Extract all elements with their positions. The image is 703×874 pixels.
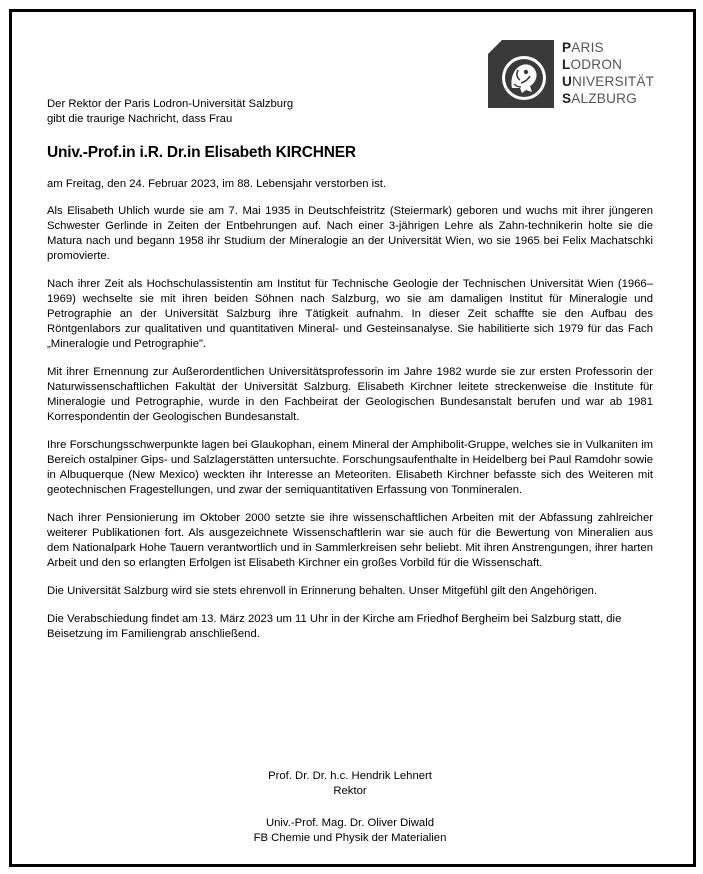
lion-seal-icon (488, 40, 554, 108)
signature-role: FB Chemie und Physik der Materialien (253, 832, 447, 844)
obituary-title: Univ.-Prof.in i.R. Dr.in Elisabeth KIRCHNER (47, 144, 356, 161)
paragraph: Als Elisabeth Uhlich wurde sie am 7. Mai 1935 in Deutschfeistritz (Steiermark) geboren und wuchs mit ihrer jüngeren Schwester Gerlinde in Zeiten der Entbehrungen auf. Nach einer 3-jährigen Lehre als Zahn-technikerin holte sie die Matura nach und begann 1958 ihr Studium der Mineralogie an der Universität Wien, wo sie 1965 bei Felix Machatschki promovierte. (47, 205, 653, 262)
signature-rector (47, 769, 653, 799)
intro-text (47, 97, 293, 127)
paragraph: Nach ihrer Zeit als Hochschulassistentin am Institut für Technische Geologie der Technischen Universität Wien (1966–1969) wechselte sie mit ihren beiden Söhnen nach Salzburg, wo sie am damaligen Institut für Mineralogie und Petrographie an der Universität Salzburg ihre Tätigkeit aufnahm. In dieser Zeit schaffte sie den Aufbau des Röntgenlabors zur qualitativen und quantitativen Mineral- und Gesteinsanalyse. Sie habilitierte sich 1979 für das Fach „Mineralogie und Petrographie". (47, 278, 653, 350)
paragraph: am Freitag, den 24. Februar 2023, im 88. Lebensjahr verstorben ist. (47, 178, 387, 190)
paragraph: Nach ihrer Pensionierung im Oktober 2000 setzte sie ihre wissenschaftlichen Arbeiten mit der Abfassung zahlreicher weiterer Publikationen fort. Als ausgezeichnete Wissenschaftlerin war sie auch für die Bewertung von Mineralien aus dem Nationalpark Hohe Tauern verantwortlich und in Sammlerkreisen sehr beliebt. Mit ihren Anstrengungen, ihrer harten Arbeit und den so erlangten Erfolgen ist Elisabeth Kirchner ein großes Vorbild für die Wissenschaft. (47, 512, 653, 569)
university-logo (488, 40, 655, 110)
intro-line: Der Rektor der Paris Lodron-Universität Salzburg (47, 98, 294, 110)
signature-role: Rektor (333, 785, 367, 797)
paragraph: Die Verabschiedung findet am 13. März 2023 um 11 Uhr in der Kirche am Friedhof Bergheim bei Salzburg statt, die Beisetzung im Familiengrab anschließend. (47, 613, 622, 640)
intro-line: gibt die traurige Nachricht, dass Frau (47, 113, 233, 125)
paragraph: Mit ihrer Ernennung zur Außerordentlichen Universitätsprofessorin im Jahre 1982 wurde sie zur ersten Professorin der Naturwissenschaftlichen Fakultät der Universität Salzburg. Elisabeth Kirchner leitete streckenweise die Institute für Mineralogie und Petrographie, wurde in den Fachbeirat der Geologischen Bundesanstalt berufen und war ab 1981 Korrespondentin der Geologischen Bundesanstalt. (47, 366, 653, 423)
signature-name: Univ.-Prof. Mag. Dr. Oliver Diwald (265, 817, 435, 829)
logo-wordmark: PARIS LODRON UNIVERSITÄT SALZBURG (562, 40, 655, 106)
signature-name: Prof. Dr. Dr. h.c. Hendrik Lehnert (268, 770, 432, 782)
paragraph: Ihre Forschungsschwerpunkte lagen bei Glaukophan, einem Mineral der Amphibolit-Gruppe, welches sie in Vulkaniten im Bereich ostalpiner Gips- und Salzlagerstätten untersuchte. Forschungsaufenthalte in Heidelberg bei Paul Ramdohr sowie in Albuquerque (New Mexico) weckten ihr Interesse an Meteoriten. Elisabeth Kirchner befasste sich des Weiteren mit geotechnischen Fragestellungen, und zwar der semiquantitativen Erfassung von Tonmineralen. (47, 439, 653, 496)
paragraph: Die Universität Salzburg wird sie stets ehrenvoll in Erinnerung behalten. Unser Mitgefühl gilt den Angehörigen. (47, 585, 598, 597)
obituary-body (47, 177, 653, 654)
signature-dean (47, 816, 653, 846)
